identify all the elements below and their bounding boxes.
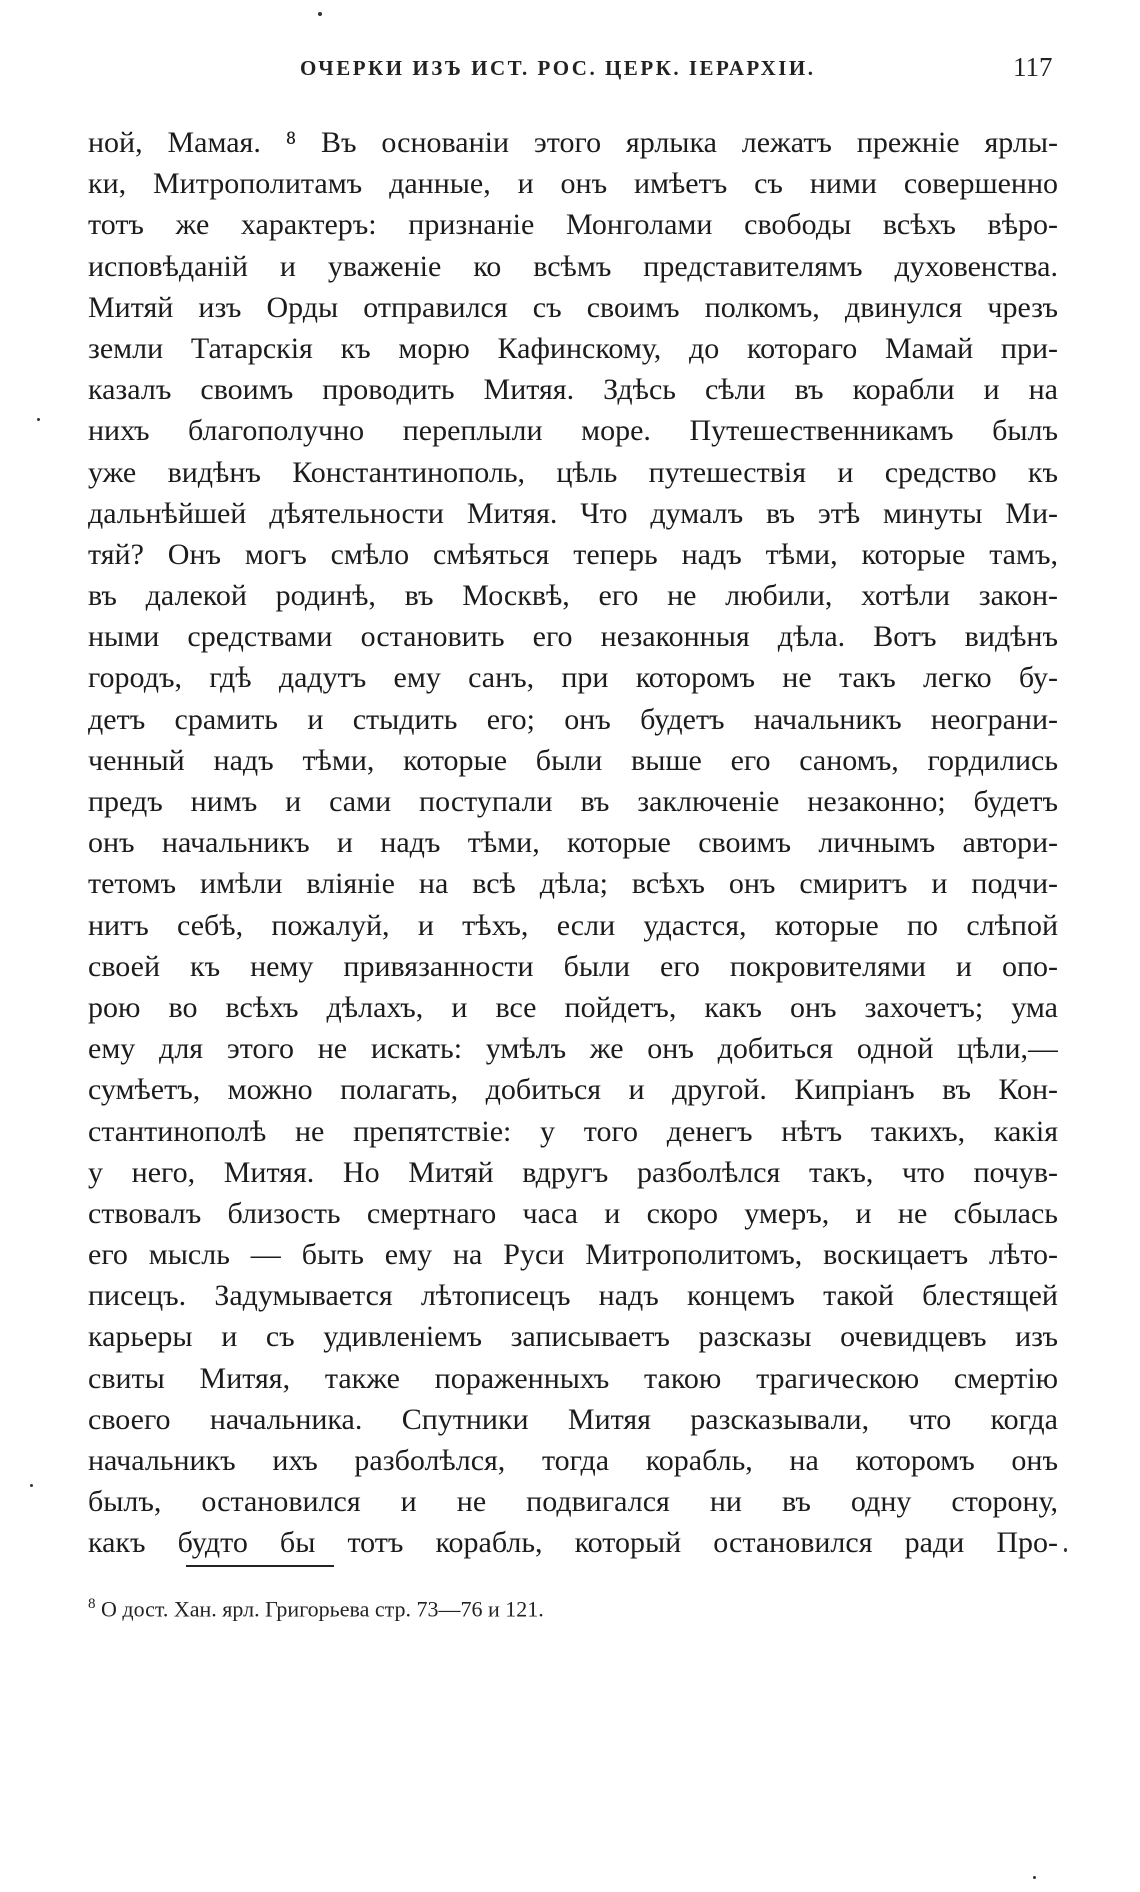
text-line: ствовалъ близость смертнаго часа и скоро умеръ, и не сбылась	[88, 1196, 1058, 1230]
text-line: исповѣданій и уваженіе ко всѣмъ представителямъ духовенства.	[88, 249, 1058, 283]
print-speck	[37, 418, 40, 421]
text-line: онъ начальникъ и надъ тѣми, которые своимъ личнымъ автори-	[88, 826, 1058, 860]
text-line: ной, Мамая. ⁸ Въ основаніи этого ярлыка лежатъ прежніе ярлы-	[88, 126, 1058, 159]
text-line: детъ срамить и стыдить его; онъ будетъ начальникъ неограни-	[88, 702, 1058, 736]
text-line: какъ будто бы тотъ корабль, который остановился ради Про-	[88, 1526, 1058, 1560]
text-line: его мысль — быть ему на Руси Митрополитомъ, воскицаетъ лѣто-	[88, 1238, 1058, 1272]
text-line: въ далекой родинѣ, въ Москвѣ, его не любили, хотѣли закон-	[88, 579, 1058, 613]
running-title: ОЧЕРКИ ИЗЪ ИСТ. РОС. ЦЕРК. ІЕРАРХІИ.	[300, 56, 816, 80]
body-text	[88, 122, 1058, 1564]
text-line: ными средствами остановить его незаконныя дѣла. Вотъ видѣнъ	[88, 620, 1058, 654]
text-line: своей къ нему привязанности были его покровителями и опо-	[88, 949, 1058, 983]
text-line: тетомъ имѣли вліяніе на всѣ дѣла; всѣхъ онъ смиритъ и подчи-	[88, 867, 1058, 901]
text-line: сумѣетъ, можно полагать, добиться и другой. Кипріанъ въ Кон-	[88, 1073, 1058, 1107]
text-line: своего начальника. Спутники Митяя разсказывали, что когда	[88, 1402, 1058, 1436]
text-line: дальнѣйшей дѣятельности Митяя. Что думалъ въ этѣ минуты Ми-	[88, 496, 1058, 530]
print-speck	[1033, 1876, 1036, 1879]
page-number: 117	[1013, 52, 1053, 82]
footnote-text: О дост. Хан. ярл. Григорьева стр. 73—76 и 121.	[101, 1596, 544, 1622]
footnote	[88, 1596, 544, 1622]
text-line: предъ нимъ и сами поступали въ заключеніе незаконно; будетъ	[88, 785, 1058, 818]
text-line: казалъ своимъ проводить Митяя. Здѣсь сѣли въ корабли и на	[88, 373, 1058, 407]
text-line: карьеры и съ удивленіемъ записываетъ разсказы очевидцевъ изъ	[88, 1320, 1058, 1354]
text-line: уже видѣнъ Константинополь, цѣль путешествія и средство къ	[88, 455, 1058, 489]
text-line: рою во всѣхъ дѣлахъ, и все пойдетъ, какъ онъ захочетъ; ума	[88, 990, 1058, 1024]
text-line: нитъ себѣ, пожалуй, и тѣхъ, если удастся, которые по слѣпой	[88, 908, 1058, 942]
text-line: ченный надъ тѣми, которые были выше его саномъ, гордились	[88, 743, 1058, 777]
print-speck	[1064, 1548, 1067, 1552]
text-line: тяй? Онъ могъ смѣло смѣяться теперь надъ тѣми, которые тамъ,	[88, 537, 1058, 571]
text-line: земли Татарскія къ морю Кафинскому, до котораго Мамай при-	[88, 331, 1058, 365]
text-line: былъ, остановился и не подвигался ни въ одну сторону,	[88, 1485, 1058, 1519]
footnote-marker: 8	[88, 1596, 96, 1612]
text-line: свиты Митяя, также пораженныхъ такою трагическою смертію	[88, 1361, 1058, 1395]
text-line: писецъ. Задумывается лѣтописецъ надъ концемъ такой блестящей	[88, 1279, 1058, 1313]
text-line: ки, Митрополитамъ данные, и онъ имѣетъ съ ними совершенно	[88, 167, 1058, 201]
text-line: начальникъ ихъ разболѣлся, тогда корабль, на которомъ онъ	[88, 1444, 1058, 1477]
text-line: ему для этого не искать: умѣлъ же онъ добиться одной цѣли,—	[88, 1032, 1058, 1066]
text-line: нихъ благополучно переплыли море. Путешественникамъ былъ	[88, 414, 1058, 448]
text-line: стантинополѣ не препятствіе: у того денегъ нѣтъ такихъ, какія	[88, 1114, 1058, 1148]
footnote-rule	[186, 1565, 334, 1567]
print-speck	[318, 12, 322, 16]
text-line: городъ, гдѣ дадутъ ему санъ, при которомъ не такъ легко бу-	[88, 661, 1058, 695]
text-line: у него, Митяя. Но Митяй вдругъ разболѣлся такъ, что почув-	[88, 1155, 1058, 1189]
text-line: Митяй изъ Орды отправился съ своимъ полкомъ, двинулся чрезъ	[88, 290, 1058, 324]
text-line: тотъ же характеръ: признаніе Монголами свободы всѣхъ вѣро-	[88, 208, 1058, 242]
print-speck	[30, 1484, 33, 1487]
